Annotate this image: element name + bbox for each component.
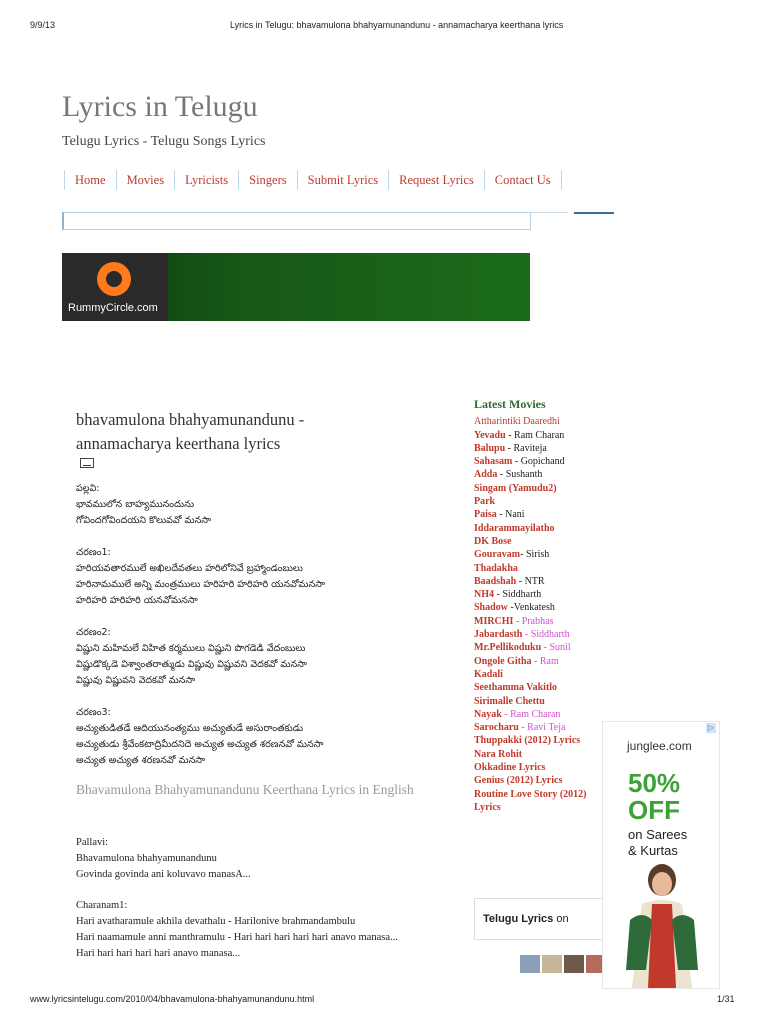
english-lyric-line: Hari hari hari hari hari anavo manasa...	[76, 948, 241, 959]
movie-list-item	[474, 442, 614, 455]
movie-link[interactable]: Adda	[474, 469, 498, 481]
english-lyric-line: Bhavamulona bhahyamunandunu	[76, 853, 217, 864]
widget-title[interactable]	[483, 913, 569, 925]
ad-info-icon[interactable]: ▷	[707, 723, 715, 732]
nav-separator	[561, 170, 562, 190]
movie-link[interactable]: Nara Rohit	[474, 748, 523, 760]
lyric-line: హరిహరి హరిహరి యనవోమనసా	[76, 595, 198, 606]
nav-separator	[484, 170, 485, 190]
sidebar-title: Latest Movies	[474, 397, 546, 411]
movie-link[interactable]: Singam (Yamudu2)	[474, 482, 557, 494]
lyric-line: అచ్యుతుడితడే ఆదియునంత్యము అచ్యుతుడే అసురాంతకుడు	[76, 723, 304, 734]
movie-list-item	[474, 508, 614, 521]
movie-link[interactable]: Iddarammayilatho	[474, 522, 555, 534]
movie-list-item	[474, 708, 614, 721]
lyric-line: విష్ణుడొక్కడె విశ్వాంతరాత్ముడు విష్ణువు విష్ణువని వెదకవో మనసా	[76, 659, 307, 670]
print-page-number: 1/31	[717, 994, 735, 1004]
movie-star: - Ram	[531, 655, 559, 667]
lyric-line: హరినామములే అన్ని మంత్రములు హరిహరి హరిహరి యనవోమనసా	[76, 579, 325, 590]
movie-list-item	[474, 734, 614, 747]
movie-link[interactable]: Kadali	[474, 668, 503, 680]
movie-link[interactable]: Routine Love Story (2012) Lyrics	[474, 788, 587, 813]
movie-link[interactable]: Shadow	[474, 602, 508, 614]
nav-separator	[174, 170, 175, 190]
nav-movies[interactable]: Movies	[126, 172, 165, 187]
movie-list-item	[474, 588, 614, 601]
movie-list-item	[474, 788, 614, 815]
movie-list-item	[474, 522, 614, 535]
movie-link[interactable]: Nayak	[474, 708, 502, 720]
movie-list-item	[474, 455, 614, 468]
search-divider	[528, 212, 568, 213]
ad-brand-text: RummyCircle.com	[68, 302, 158, 314]
nav-separator	[297, 170, 298, 190]
movie-link[interactable]: NH4	[474, 589, 494, 601]
english-lyric-line: Pallavi:	[76, 837, 109, 848]
movie-link[interactable]: Ongole Githa	[474, 655, 532, 667]
movie-list-item	[474, 655, 614, 668]
movie-star: - Raviteja	[505, 442, 547, 454]
english-lyric-line: Hari avatharamule akhila devathalu - Harilonive brahmandambulu	[76, 916, 356, 927]
movie-star: - Sunil	[541, 642, 571, 654]
movie-list-item	[474, 615, 614, 628]
lyric-line: గోవిందగోవిందయని కొలువవో మనసా	[76, 515, 212, 526]
movie-list-item	[474, 628, 614, 641]
movie-list-item	[474, 562, 614, 575]
movie-link[interactable]: Park	[474, 496, 496, 508]
movie-link[interactable]: Yevadu	[474, 429, 506, 441]
movie-link[interactable]: Attharintiki Daaredhi	[474, 416, 560, 428]
movie-list-item	[474, 761, 614, 774]
nav-separator	[116, 170, 117, 190]
thumbnail[interactable]	[542, 955, 562, 973]
search-button[interactable]	[574, 212, 614, 214]
movie-link[interactable]: Baadshah	[474, 575, 517, 587]
email-icon[interactable]	[80, 458, 94, 468]
movie-link[interactable]: Jabardasth	[474, 629, 523, 641]
widget-title-name: Telugu Lyrics	[483, 913, 554, 925]
site-description: Telugu Lyrics - Telugu Songs Lyrics	[62, 134, 266, 149]
rummycircle-logo-inner	[106, 271, 122, 287]
thumbnail[interactable]	[520, 955, 540, 973]
lyric-line: విష్ణుని మహిమలే విహిత కర్మములు విష్ణుని పొగడెడి వేదంబులు	[76, 643, 306, 654]
nav-singers[interactable]: Singers	[249, 172, 287, 187]
print-doc-title: Lyrics in Telugu: bhavamulona bhahyamunandunu - annamacharya keerthana lyrics	[230, 20, 564, 30]
movie-list-item	[474, 495, 614, 508]
thumbnail[interactable]	[564, 955, 584, 973]
nav-home[interactable]: Home	[75, 172, 106, 187]
movie-list-item	[474, 415, 614, 428]
movie-link[interactable]: Gouravam	[474, 549, 521, 561]
movie-list-item	[474, 482, 614, 495]
english-lyric-line: Hari naamamule anni manthramulu - Hari hari hari hari hari anavo manasa...	[76, 932, 398, 943]
nav-contact-us[interactable]: Contact Us	[494, 172, 551, 187]
movie-link[interactable]: Sarocharu	[474, 722, 519, 734]
widget-title-suffix: on	[553, 913, 569, 925]
movie-star: - Sirish	[520, 549, 550, 561]
ad-line-1: on Sarees	[628, 827, 688, 842]
movie-link[interactable]: Mr.Pellikoduku	[474, 642, 542, 654]
site-title[interactable]: Lyrics in Telugu	[62, 90, 258, 123]
movie-link[interactable]: Paisa	[474, 509, 497, 521]
movie-list-item	[474, 575, 614, 588]
movie-list-item	[474, 548, 614, 561]
movie-star: -Venkatesh	[507, 602, 555, 614]
nav-lyricists[interactable]: Lyricists	[185, 172, 229, 187]
movie-list-item	[474, 721, 614, 734]
print-date: 9/9/13	[30, 20, 56, 30]
print-url[interactable]: www.lyricsintelugu.com/2010/04/bhavamulona-bhahyamunandunu.html	[30, 994, 315, 1004]
lyric-line: చరణం3:	[76, 707, 111, 718]
nav-request-lyrics[interactable]: Request Lyrics	[399, 172, 474, 187]
movie-link[interactable]: DK Bose	[474, 535, 512, 547]
movie-list-item	[474, 468, 614, 481]
nav-separator	[64, 170, 65, 190]
movie-star: - Prabhas	[513, 615, 554, 627]
movie-list-item	[474, 429, 614, 442]
movie-link[interactable]: Thuppakki (2012) Lyrics	[474, 735, 581, 747]
lyric-line: అచ్యుత అచ్యుత శరణనవో మనసా	[76, 755, 206, 766]
movie-link[interactable]: Thadakha	[474, 562, 518, 574]
movie-link[interactable]: Okkadine Lyrics	[474, 762, 546, 774]
movie-star: - NTR	[516, 575, 545, 587]
lyric-line: అచ్యుతుడు శ్రీవేంకటాద్రిమీదనిదె అచ్యుత అచ్యుత శరణనవో మనసా	[76, 739, 324, 750]
movie-link[interactable]: Sahasam	[474, 456, 513, 468]
english-lyric-line: Govinda govinda ani koluvavo manasA...	[76, 869, 251, 880]
movie-list-item	[474, 695, 614, 708]
lyric-line: చరణం2:	[76, 627, 111, 638]
movie-link[interactable]: Seethamma Vakitlo	[474, 682, 558, 694]
movie-list-item	[474, 748, 614, 761]
ad-model-image	[612, 860, 712, 988]
search-input[interactable]	[62, 212, 531, 230]
movie-link[interactable]: Sirimalle Chettu	[474, 695, 545, 707]
movie-list-item	[474, 681, 614, 694]
nav-separator	[238, 170, 239, 190]
movie-list-item	[474, 641, 614, 654]
english-lyrics-heading: Bhavamulona Bhahyamunandunu Keerthana Lyrics in English	[76, 782, 414, 797]
movie-star: - Nani	[496, 509, 525, 521]
ad-brand: junglee.com	[627, 739, 692, 753]
movie-link[interactable]: Balupu	[474, 442, 506, 454]
movie-list-item	[474, 774, 614, 787]
ad-line-2: & Kurtas	[628, 843, 678, 858]
movie-link[interactable]: Genius (2012) Lyrics	[474, 775, 563, 787]
post-title[interactable]: bhavamulona bhahyamunandunu - annamacharya keerthana lyrics	[76, 410, 305, 453]
movie-star: - Ram Charan	[505, 429, 565, 441]
movie-star: - Sushanth	[497, 469, 543, 481]
movie-star: - Siddharth	[522, 629, 570, 641]
movie-list-item	[474, 601, 614, 614]
latest-movies-sidebar	[474, 398, 614, 814]
ad-discount: 50%	[628, 768, 681, 798]
movie-star: - Ram Charan	[501, 708, 561, 720]
nav-separator	[388, 170, 389, 190]
movie-star: - Ravi Teja	[518, 722, 566, 734]
movie-star: - Siddharth	[494, 589, 542, 601]
lyric-line: భావములోన బాహ్యమునందును	[76, 499, 195, 510]
lyric-line: హరియవతారములే అఖిలదేవతలు హరిలోనివే బ్రహ్మాండంబులు	[76, 563, 303, 574]
main-nav	[62, 169, 564, 191]
lyric-line: విష్ణువు విష్ణువని వెదకవో మనసా	[76, 675, 196, 686]
movie-star: - Gopichand	[512, 456, 565, 468]
movie-list-item	[474, 668, 614, 681]
movie-list-item	[474, 535, 614, 548]
nav-submit-lyrics[interactable]: Submit Lyrics	[307, 172, 379, 187]
lyric-line: చరణం1:	[76, 547, 111, 558]
ad-off: OFF	[628, 795, 680, 825]
lyric-line: పల్లవి:	[76, 483, 100, 494]
movie-link[interactable]: MIRCHI	[474, 615, 514, 627]
movie-list	[474, 415, 614, 814]
english-lyric-line: Charanam1:	[76, 900, 128, 911]
